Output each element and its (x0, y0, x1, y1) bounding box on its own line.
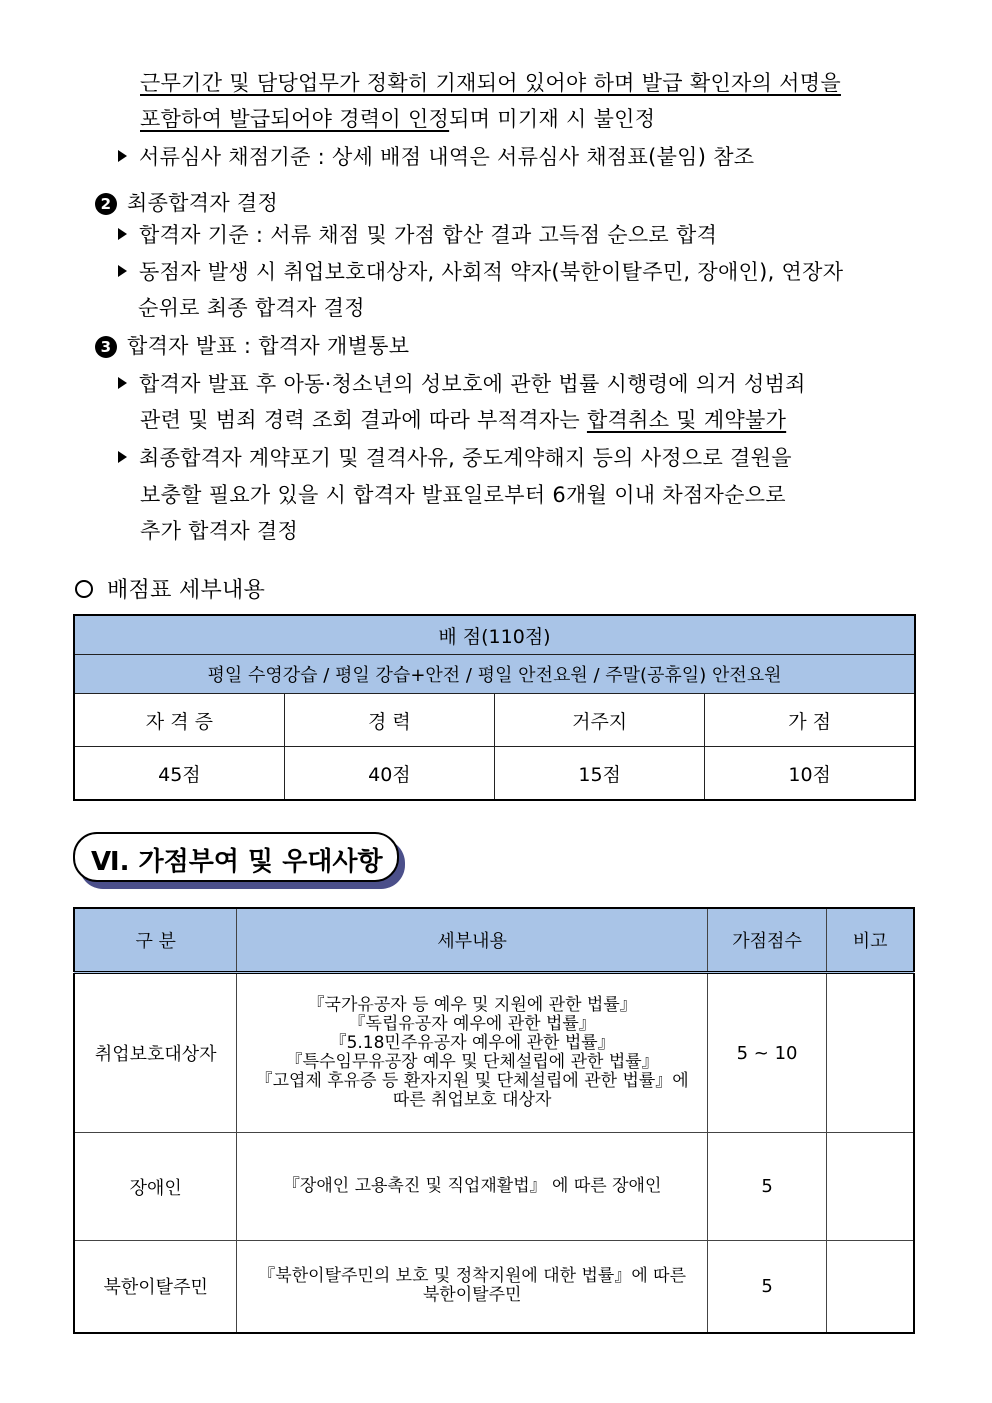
tie-break-line-2: 순위로 최종 합격자 결정 (138, 296, 365, 320)
additional-pass-line-2: 보충할 필요가 있을 시 합격자 발표일로부터 6개월 이내 차점자순으로 (140, 483, 786, 507)
column-header: 세부내용 (237, 908, 708, 973)
table-row (74, 973, 914, 1133)
row-category: 북한이탈주민 (74, 1241, 237, 1333)
column-header: 가점점수 (707, 908, 826, 973)
row-note (827, 973, 914, 1133)
screening-criteria-bullet: 서류심사 채점기준 : 상세 배점 내역은 서류심사 채점표(붙임) 참조 (118, 142, 754, 172)
column-header: 구 분 (74, 908, 237, 973)
row-detail: 『장애인 고용촉진 및 직업재활법』 에 따른 장애인 (237, 1133, 708, 1241)
score-value: 10점 (705, 747, 915, 801)
number-2-icon: 2 (95, 193, 117, 215)
section-6-heading: Ⅵ. 가점부여 및 우대사항 (73, 832, 399, 882)
background-check-line-2: 관련 및 범죄 경력 조회 결과에 따라 부적격자는 합격취소 및 계약불가 (140, 408, 787, 432)
score-table-subtitle: 평일 수영강습 / 평일 강습+안전 / 평일 안전요원 / 주말(공휴일) 안전요원 (74, 655, 915, 694)
table-row (74, 1241, 914, 1333)
final-selection-heading: 2 최종합격자 결정 (95, 188, 278, 218)
background-check-bullet: 합격자 발표 후 아동·청소년의 성보호에 관한 법률 시행령에 의거 성범죄 (118, 369, 806, 399)
pass-criteria-bullet: 합격자 기준 : 서류 채점 및 가점 합산 결과 고득점 순으로 합격 (118, 220, 717, 250)
column-header: 자 격 증 (74, 694, 284, 747)
row-detail: 『북한이탈주민의 보호 및 정착지원에 대한 법률』에 따른 북한이탈주민 (237, 1241, 708, 1333)
column-header: 거주지 (495, 694, 705, 747)
score-table-title: 배 점(110점) (74, 615, 915, 655)
bullet-triangle-icon (118, 451, 127, 463)
column-header: 비고 (827, 908, 914, 973)
announcement-heading: 3 합격자 발표 : 합격자 개별통보 (95, 331, 409, 361)
score-value: 40점 (284, 747, 494, 801)
bullet-triangle-icon (118, 377, 127, 389)
row-score: 5 (707, 1241, 826, 1333)
column-header: 가 점 (705, 694, 915, 747)
bullet-triangle-icon (118, 228, 127, 240)
table-row (74, 1133, 914, 1241)
table-row (74, 694, 915, 747)
row-note (827, 1133, 914, 1241)
score-table (73, 614, 916, 801)
row-score: 5 (707, 1133, 826, 1241)
number-3-icon: 3 (95, 336, 117, 358)
career-proof-line-2: 포함하여 발급되어야 경력이 인정되며 미기재 시 불인정 (140, 107, 656, 131)
column-header: 경 력 (284, 694, 494, 747)
table-header-row (74, 908, 914, 973)
tie-break-bullet: 동점자 발생 시 취업보호대상자, 사회적 약자(북한이탈주민, 장애인), 연장자 (118, 257, 843, 287)
score-table-heading: 배점표 세부내용 (75, 576, 265, 606)
score-value: 45점 (74, 747, 284, 801)
career-proof-line-1: 근무기간 및 담당업무가 정확히 기재되어 있어야 하며 발급 확인자의 서명을 (140, 71, 841, 95)
row-score: 5 ~ 10 (707, 973, 826, 1133)
additional-pass-bullet: 최종합격자 계약포기 및 결격사유, 중도계약해지 등의 사정으로 결원을 (118, 443, 792, 473)
bullet-triangle-icon (118, 265, 127, 277)
row-category: 취업보호대상자 (74, 973, 237, 1133)
bullet-triangle-icon (118, 150, 127, 162)
circle-bullet-icon (75, 580, 93, 598)
row-detail: 『국가유공자 등 예우 및 지원에 관한 법률』 『독립유공자 예우에 관한 법률』 『5.18민주유공자 예우에 관한 법률』 『특수임무유공장 예우 및 단체설립에 관한 법률』 『고엽제 후유증 등 환자지원 및 단체설립에 관한 법률』에 따른 취업보호 대상자 (237, 973, 708, 1133)
additional-pass-line-3: 추가 합격자 결정 (140, 519, 299, 543)
table-row (74, 747, 915, 801)
row-note (827, 1241, 914, 1333)
row-category: 장애인 (74, 1133, 237, 1241)
score-value: 15점 (495, 747, 705, 801)
bonus-table (73, 907, 915, 1334)
